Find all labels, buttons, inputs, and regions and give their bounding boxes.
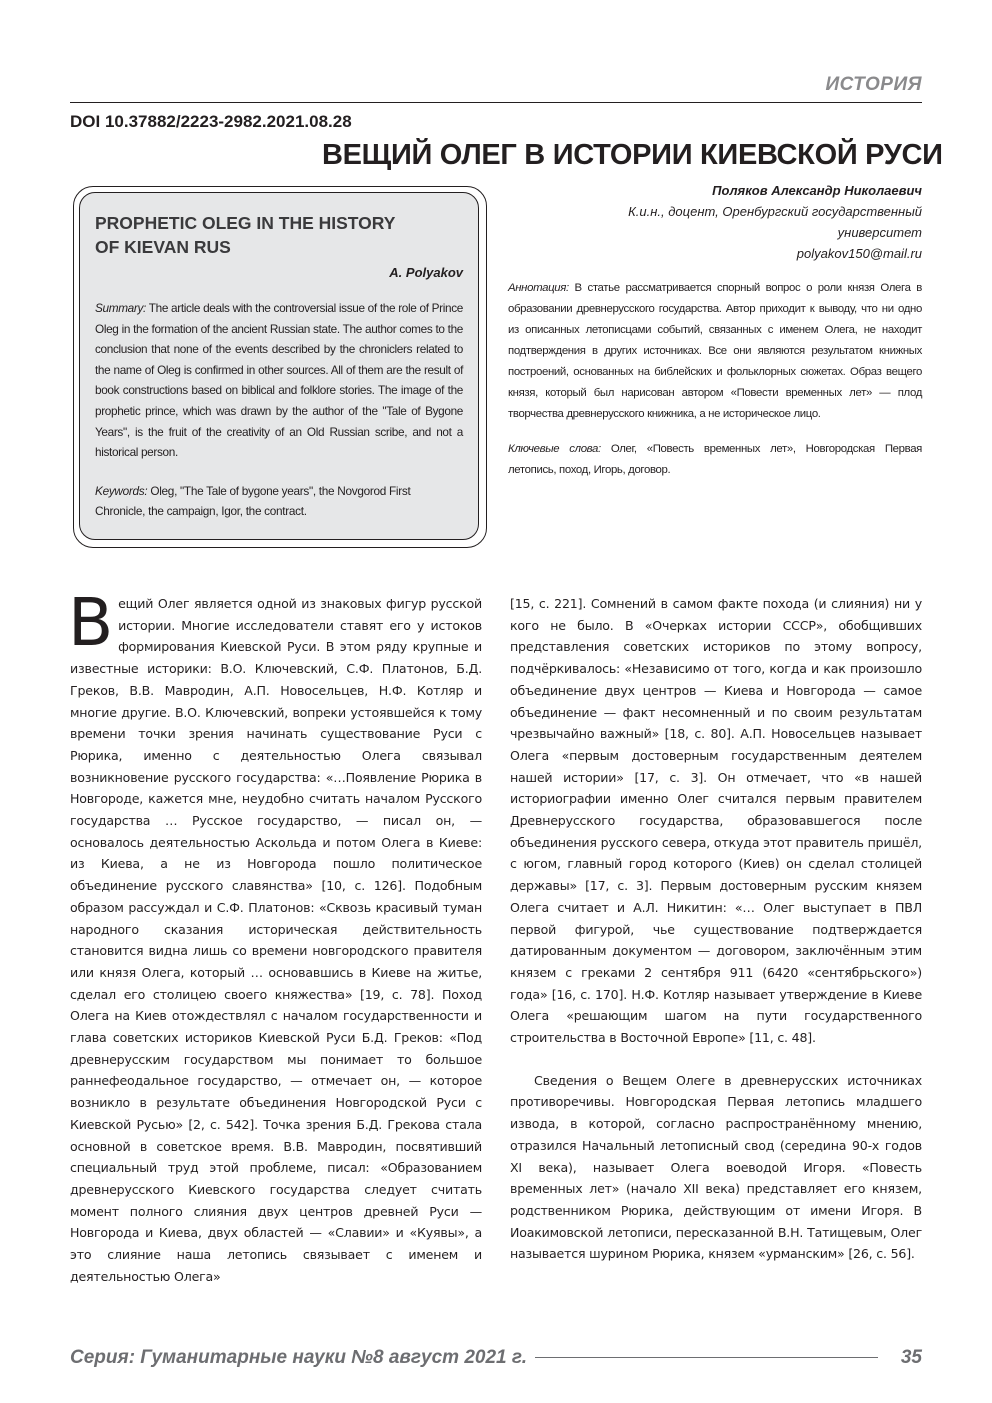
doi-label: DOI 10.37882/2223-2982.2021.08.28 (70, 112, 352, 131)
summary-text: The article deals with the controversial issue of the role of Prince Oleg in the formation of the ancient Russian state. The author comes to the conclusion that none of the events described by the chroniclers related to the name of Oleg is confirmed in other sources. All of them are the result of book constructions based on biblical and folklore stories. The image of the prophetic prince, which was drawn by the author of the "Tale of Bygone Years", is the fruit of the creativity of an Old Russian scribe, and not a historical person. (95, 301, 463, 460)
abstract-label: Аннотация: (508, 282, 569, 294)
author-position-line-1: К.и.н., доцент, Оренбургский государственный (628, 204, 922, 219)
body-column-right (510, 593, 922, 1265)
keywords-label: Keywords: (95, 483, 148, 498)
header-divider (70, 102, 922, 103)
abstract-text: В статье рассматривается спорный вопрос о роли князя Олега в образовании древнерусского государства. Автор приходит к выводу, что ни одно из описанных летописцами событий, связанных с именем Олега, не находит подтверждения в других источниках. Все они являются результатом книжных построений, основанных на библейских и фольклорных сюжетах. Образ вещего князя, который был нарисован автором «Повести временных лет» — плод творчества древнерусского книжника, а не историческое лицо. (508, 282, 922, 420)
english-author: A. Polyakov (389, 265, 463, 280)
english-summary-box (79, 192, 479, 540)
summary-label: Summary: (95, 301, 146, 315)
keywords-text: Oleg, "The Tale of bygone years", the Novgorod First Chronicle, the campaign, Igor, the contract. (95, 483, 411, 519)
english-summary (95, 298, 463, 463)
author-info (522, 180, 922, 264)
english-keywords (95, 481, 463, 522)
body-column-left (68, 584, 482, 1288)
english-title: PROPHETIC OLEG IN THE HISTORY OF KIEVAN RUS (95, 213, 396, 257)
keywords-ru-label: Ключевые слова: (508, 443, 601, 455)
drop-cap: В (68, 584, 114, 661)
author-email: polyakov150@mail.ru (796, 246, 922, 261)
abstract-ru (508, 278, 922, 425)
keywords-ru-text: Олег, «Повесть временных лет», Новгородская Первая летопись, поход, Игорь, договор. (508, 443, 922, 476)
author-position-line-2: университет (837, 225, 922, 240)
body-paragraph-2: Сведения о Вещем Олеге в древнерусских источниках противоречивы. Новгородская Первая летопись младшего извода, в которой, согласно распространённому мнению, отразился Начальный летописный свод (середина 90-х годов XI века), называет Олега воеводой Игоря. «Повесть временных лет» (начало XII века) представляет его князем, родственником Рюрика, действующим от имени Игоря. В Иоакимовской летописи, пересказанной В.Н. Татищевым, Олег называется шурином Рюрика, князем «урманским» [26, с. 56]. (510, 1072, 922, 1262)
footer-divider (535, 1357, 878, 1358)
section-label: ИСТОРИЯ (825, 74, 922, 95)
body-paragraph-1-continued: [15, с. 221]. Сомнений в самом факте похода (и слияния) ни у кого не было. В «Очерках истории СССР», обобщивших представления советских историков по этому вопросу, подчёркивалось: «Независимо от того, когда и как произошло объединение двух центров — Киева и Новгорода — самое объединение — факт несомненный и по своим результатам чрезвычайно важный» [18, с. 80]. А.П. Новосельцев называет Олега «первым достоверным государственным деятелем нашей истории» [17, с. 3]. Он отмечает, что «в нашей историографии именно Олег считался первым правителем Древнерусского государства, образовавшегося после объединения русского севера, откуда этот правитель пришёл, с югом, главный город которого (Киев) он сделал столицей державы» [17, с. 3]. Первым достоверным русским князем Олега считает и А.Л. Никитин: «… Олег выступает в ПВЛ первой фигурой, чье существование подтверждается датированным документом — договором, заключённым этим князем с греками 2 сентября 911 (6420 «сентябрьского») года» [16, с. 170]. Н.Ф. Котляр называет утверждение в Киеве Олега «решающим шагом на пути государственного строительства в Восточной Европе» [11, с. 48]. (510, 596, 922, 1046)
page-number: 35 (900, 1347, 922, 1368)
footer-series: Серия: Гуманитарные науки №8 август 2021 г. (70, 1347, 528, 1368)
keywords-ru (508, 439, 922, 481)
body-paragraph-1: ещий Олег является одной из знаковых фигур русской истории. Многие исследователи ставят его у истоков формирования Киевской Руси. В этом ряду крупные и известные историки: В.О. Ключевский, С.Ф. Платонов, Б.Д. Греков, В.В. Мавродин, А.П. Новосельцев, Н.Ф. Котляр и многие другие. В.О. Ключевский, вопреки устоявшейся к тому времени точки зрения начинать существование Руси с Рюрика, именно с деятельностью Олега связывал возникновение русского государства: «…Появление Рюрика в Новгороде, кажется мне, неудобно считать началом Русского государства … Русское государство, — писал он, — основалось деятельностью Аскольда и потом Олега в Киеве: из Киева, а не из Новгорода пошло политическое объединение русского славянства» [10, с. 126]. Подобным образом рассуждал и С.Ф. Платонов: «Сквозь красивый туман народного сказания историческая действительность становится видна лишь со времени новгородского правителя или князя Олега, который … основавшись в Киеве на житье, сделал его столицею своего княжества» [19, с. 78]. Поход Олега на Киев отождествлял с началом государственности и глава советских историков Киевской Руси Б.Д. Греков: «Под древнерусским государством мы понимает то большое раннефеодальное государство, — отмечает он, — которое возникло в результате объединения Новгородской Руси с Киевской Русью» [2, с. 542]. Точка зрения Б.Д. Грекова стала основной в советское время. В.В. Мавродин, посвятивший специальный труд этой проблеме, писал: «Образованием древнерусского Киевского государства следует считать момент полного слияния двух центров древней Руси — Новгорода и Киева, двух областей — «Славии» и «Куявы», а это слияние наша летопись связывает с именем и деятельностью Олега» (70, 596, 482, 1284)
article-title: ВЕЩИЙ ОЛЕГ В ИСТОРИИ КИЕВСКОЙ РУСИ (322, 139, 943, 171)
author-name: Поляков Александр Николаевич (712, 183, 922, 198)
